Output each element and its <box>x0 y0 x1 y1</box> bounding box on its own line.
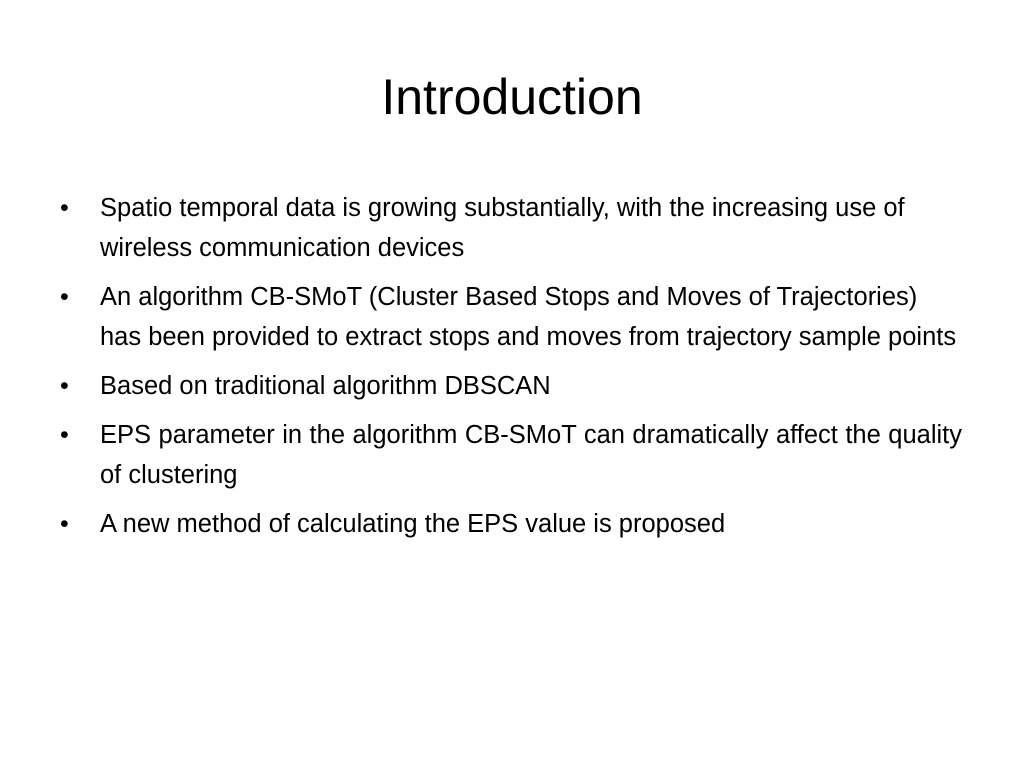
bullet-icon: • <box>60 283 69 311</box>
bullet-icon: • <box>60 372 69 400</box>
bullet-text: An algorithm CB-SMoT (Cluster Based Stops and Moves of Trajectories) has been provided to extract stops and moves from trajectory sample points <box>100 283 957 351</box>
bullet-text: Based on traditional algorithm DBSCAN <box>100 372 551 400</box>
bullet-text: EPS parameter in the algorithm CB-SMoT can dramatically affect the quality of clustering <box>100 421 962 489</box>
bullet-item <box>58 277 962 357</box>
bullet-list <box>58 188 962 553</box>
bullet-item <box>58 366 962 406</box>
bullet-item <box>58 415 962 495</box>
bullet-text: A new method of calculating the EPS value is proposed <box>100 510 726 538</box>
slide-title: Introduction <box>381 69 643 125</box>
bullet-item <box>58 188 962 268</box>
bullet-icon: • <box>60 510 69 538</box>
bullet-item <box>58 504 962 544</box>
bullet-icon: • <box>60 194 69 222</box>
bullet-text: Spatio temporal data is growing substantially, with the increasing use of wireless communication devices <box>100 194 905 262</box>
bullet-icon: • <box>60 421 69 449</box>
